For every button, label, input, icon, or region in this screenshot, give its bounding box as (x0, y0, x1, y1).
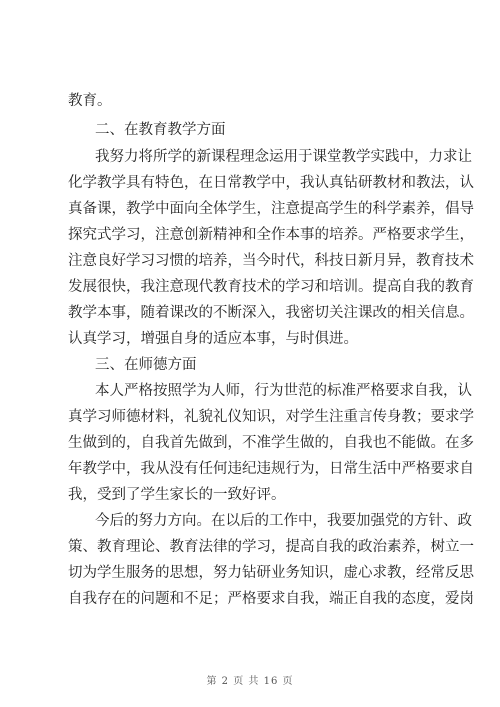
text-line: 真备课，教学中面向全体学生，注意提高学生的科学素养，倡导 (68, 201, 474, 217)
text-line: 本人严格按照学为人师，行为世范的标准严格要求自我，认 (95, 383, 472, 399)
text-line: 教育。 (68, 93, 112, 109)
text-line: 今后的努力方向。在以后的工作中，我要加强党的方针、政 (95, 513, 472, 529)
text-line: 生做到的，自我首先做到，不准学生做的，自我也不能做。在多 (68, 435, 474, 451)
text-line: 真学习师德材料，礼貌礼仪知识，对学生注重言传身教；要求学 (68, 409, 474, 425)
text-line: 年教学中，我从没有任何违纪违规行为，日常生活中严格要求自 (68, 461, 474, 477)
text-line: 策、教育理论、教育法律的学习，提高自我的政治素养，树立一 (68, 539, 474, 555)
text-line: 化学教学具有特色，在日常教学中，我认真钻研教材和教法，认 (68, 175, 474, 191)
page-number-footer: 第 2 页 共 16 页 (206, 676, 294, 687)
section-heading: 二、在教育教学方面 (95, 122, 226, 138)
section-heading: 三、在师德方面 (95, 357, 197, 373)
text-line: 注意良好学习习惯的培养，当今时代，科技日新月异，教育技术 (68, 253, 474, 269)
text-line: 我，受到了学生家长的一致好评。 (68, 487, 286, 503)
text-line: 切为学生服务的思想，努力钻研业务知识，虚心求教，经常反思 (68, 565, 474, 581)
text-line: 我努力将所学的新课程理念运用于课堂教学实践中，力求让 (95, 149, 472, 165)
text-line: 认真学习，增强自身的适应本事，与时俱进。 (68, 331, 358, 347)
text-line: 自我存在的问题和不足；严格要求自我，端正自我的态度，爱岗 (68, 591, 474, 607)
text-line: 教学本事，随着课改的不断深入，我密切关注课改的相关信息。 (68, 305, 474, 321)
text-line: 发展很快，我注意现代教育技术的学习和培训。提高自我的教育 (68, 279, 474, 295)
text-line: 探究式学习，注意创新精神和全作本事的培养。严格要求学生， (68, 227, 474, 243)
